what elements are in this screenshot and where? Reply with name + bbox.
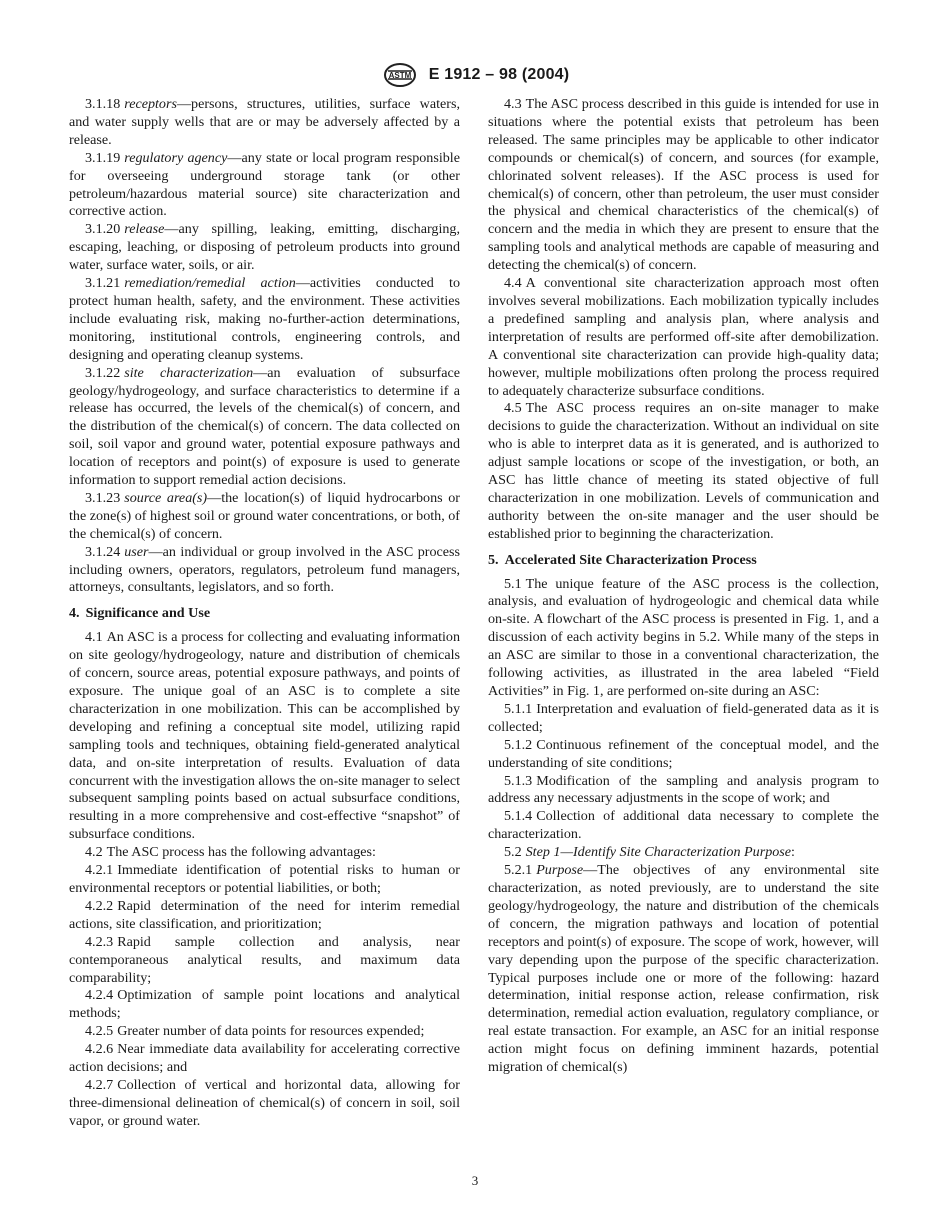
paragraph-4-2-7: 4.2.7 Collection of vertical and horizontal data, allowing for three-dimensional delineation of chemical(s) of concern in soil, soil vapor, or ground water. [69, 1076, 460, 1129]
page-number: 3 [471, 1173, 479, 1188]
paragraph-4-3: 4.3 The ASC process described in this guide is intended for use in situations where the potential exists that petroleum has been released. The same principles may be applicable to other indicator compounds or chemical(s) of concern, and sources (for example, chlorinated solvent releases). If the ASC process is used for chemical(s) of concern, other than petroleum, the user must consider the physical and chemical characteristics of the chemical(s) of concern and the media in which they are present to ensure that the sampling tools and analytical methods are capable of measuring and detecting the chemical(s) of concern. [488, 96, 879, 274]
definition-3-1-21: 3.1.21 remediation/remedial action—activities conducted to protect human health, safety, and the environment. These activities include evaluating risk, making no-further-action determinations, monitoring, institutional controls, engineering controls, and designing and operating cleanup systems. [69, 275, 461, 363]
paragraph-4-4: 4.4 A conventional site characterization approach most often involves several mobilizations. Each mobilization typically includes a predefined sampling and analysis plan, where analysis and interpretation of results are performed off-site after demobilization. A conventional site characterization can provide high-quality data; however, multiple mobilizations often prolong the process required to adequately characterize subsurface conditions. [488, 275, 879, 399]
definition-3-1-20: 3.1.20 release—any spilling, leaking, emitting, discharging, escaping, leaching, or disposing of petroleum products into ground water, surface water, soils, or air. [69, 221, 460, 274]
paragraph-4-1: 4.1 An ASC is a process for collecting and evaluating information on site geology/hydrogeology, nature and distribution of chemicals of concern, source areas, potential exposure pathways, and points of exposure. The unique goal of an ASC is to complete a site characterization in one mobilization. This can be accomplished by developing and refining a conceptual site model, utilizing rapid sampling tools and techniques, obtaining field-generated analytical data, and on-site interpretation of results. Evaluation of data concurrent with the investigation allows the on-site manager to select subsequent sampling points based on actual subsurface conditions, resulting in a more comprehensive and cost-effective “snapshot” of subsurface conditions. [69, 629, 460, 843]
section-4-heading: 4. Significance and Use [69, 605, 211, 622]
paragraph-4-2-3: 4.2.3 Rapid sample collection and analysis, near contemporaneous analytical results, and maximum data comparability; [69, 933, 460, 986]
paragraph-4-2: 4.2 The ASC process has the following advantages: [85, 844, 376, 861]
paragraph-5-2-1: 5.2.1 Purpose—The objectives of any environmental site characterization, as noted previously, are to understand the site geology/hydrogeology, the nature and distribution of the chemicals of concern, the migration pathways and location of potential receptors and point(s) of exposure. The scope of work, however, will vary depending upon the purpose of the specific characterization. Typical purposes include one or more of the following: hazard determination, initial response action, release confirmation, risk determination, remedial action evaluation, regulatory compliance, or real estate transaction. For example, an ASC for an initial response action might focus on defining imminent hazards, potential migration of chemical(s) [488, 862, 879, 1076]
left-column [69, 96, 460, 1131]
right-column [488, 96, 879, 1077]
paragraph-5-2: 5.2 Step 1—Identify Site Characterization Purpose: [504, 844, 795, 861]
standard-designation: E 1912 – 98 (2004) [428, 66, 570, 83]
paragraph-4-2-6: 4.2.6 Near immediate data availability for accelerating corrective action decisions; and [69, 1041, 460, 1076]
definition-3-1-19: 3.1.19 regulatory agency—any state or local program responsible for overseeing underground storage tank (or other petroleum/hazardous material source) site characterization and corrective action. [69, 149, 460, 220]
paragraph-4-5: 4.5 The ASC process requires an on-site manager to make decisions to guide the characterization. Without an individual on site who is able to interpret data as it is generated, and is authorized to adjust sample locations or scope of the investigation, or both, an ASC has little chance of meeting its stated objective of full characterization in one mobilization. Levels of communication and authority between the on-site manager and the user should be established prior to beginning the characterization. [488, 400, 879, 542]
page-header [0, 62, 950, 88]
logo-text: ASTM [388, 71, 412, 80]
section-5-heading: 5. Accelerated Site Characterization Process [488, 551, 757, 568]
definition-3-1-24: 3.1.24 user—an individual or group involved in the ASC process including owners, operators, regulators, petroleum fund managers, attorneys, consultants, legislators, and so forth. [69, 543, 460, 596]
paragraph-5-1: 5.1 The unique feature of the ASC process is the collection, analysis, and evaluation of hydrogeologic and chemical data while on-site. A flowchart of the ASC process is presented in Fig. 1, and a discussion of each activity begins in 5.2. While many of the steps in an ASC are similar to those in a conventional characterization, the following activities, as illustrated in the area labeled “Field Activities” in Fig. 1, are performed on-site during an ASC: [488, 575, 879, 699]
definition-3-1-23: 3.1.23 source area(s)—the location(s) of liquid hydrocarbons or the zone(s) of highest soil or ground water concentrations, or both, of the chemical(s) of concern. [69, 489, 461, 542]
paragraph-5-1-3: 5.1.3 Modification of the sampling and analysis program to address any necessary adjustments in the scope of work; and [488, 772, 879, 807]
paragraph-5-1-1: 5.1.1 Interpretation and evaluation of field-generated data as it is collected; [488, 700, 879, 735]
paragraph-4-2-2: 4.2.2 Rapid determination of the need for interim remedial actions, site classification, and prioritization; [69, 897, 460, 932]
paragraph-5-1-4: 5.1.4 Collection of additional data necessary to complete the characterization. [488, 808, 879, 843]
definition-3-1-22: 3.1.22 site characterization—an evaluation of subsurface geology/hydrogeology, and surface characteristics to determine if a release has occurred, the levels of the chemical(s) of concern, and the distribution of the chemical(s) of concern. The data collected on soil, soil vapor and ground water, potential exposure pathways and location of receptors and point(s) of exposure is used to generate information to support remedial action decisions. [69, 364, 460, 489]
astm-logo-icon [381, 62, 419, 88]
paragraph-4-2-5: 4.2.5 Greater number of data points for resources expended; [85, 1023, 425, 1040]
paragraph-4-2-1: 4.2.1 Immediate identification of potential risks to human or environmental receptors or potential liabilities, or both; [69, 862, 460, 896]
paragraph-4-2-4: 4.2.4 Optimization of sample point locations and analytical methods; [69, 987, 460, 1022]
definition-3-1-18: 3.1.18 receptors—persons, structures, utilities, surface waters, and water supply wells that are or may be adversely affected by a release. [69, 96, 460, 148]
paragraph-5-1-2: 5.1.2 Continuous refinement of the conceptual model, and the understanding of site conditions; [488, 736, 879, 771]
